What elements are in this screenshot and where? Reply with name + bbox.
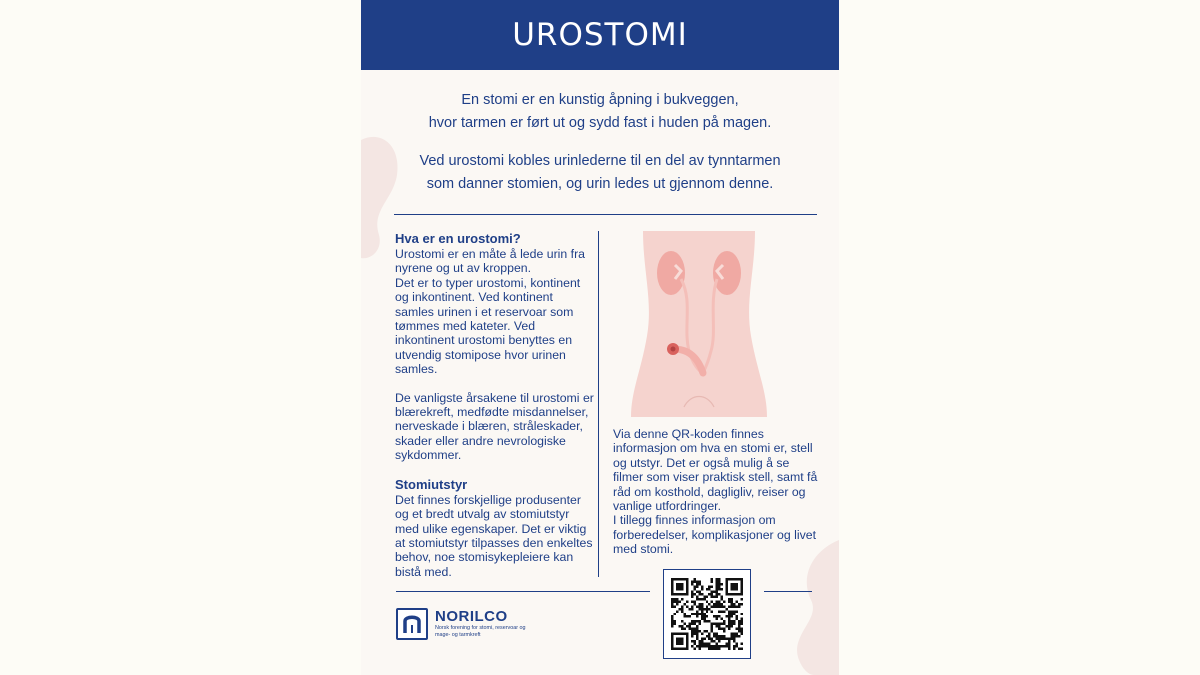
qr-code-icon[interactable] <box>663 569 751 659</box>
logo-name: NORILCO <box>435 608 508 625</box>
poster <box>361 0 839 675</box>
divider-column <box>598 231 599 577</box>
norilco-logo <box>396 608 535 640</box>
header-banner <box>361 0 839 70</box>
logo-tagline: Norsk forening for stomi, reservoar og mage- og tarmkreft <box>435 625 526 638</box>
divider-bottom-right <box>764 591 812 592</box>
intro-definition <box>381 89 819 135</box>
divider-bottom-left <box>396 591 650 592</box>
qr-text: I tillegg finnes informasjon om forberedelser, komplikasjoner og livet med stomi. <box>613 513 817 557</box>
decorative-blob-right <box>769 540 839 675</box>
section-text: Urostomi er en måte å lede urin fra nyrene og ut av kroppen. <box>395 247 586 276</box>
section-text: De vanligste årsakene til urostomi er blærekreft, medfødte misdannelser, nerveskade i blæren, stråleskader, skader eller andre nevrologiske sykdommer. <box>395 390 594 463</box>
divider-top <box>394 214 817 215</box>
intro-line: som danner stomien, og urin ledes ut gjennom denne. <box>426 176 774 192</box>
section-text: Det er to typer urostomi, kontinent og inkontinent. Ved kontinent samles urinen i et reservoar som tømmes med kateter. Ved inkontinent urostomi benyttes en utvendig stomipose hvor urinen samles. <box>395 275 581 377</box>
intro-line: Ved urostomi kobles urinlederne til en del av tynntarmen <box>419 153 781 169</box>
norilco-logo-icon <box>396 608 428 640</box>
intro-urostomy <box>381 150 819 196</box>
intro-line: En stomi er en kunstig åpning i bukveggen, <box>461 92 739 108</box>
urinary-system-illustration <box>629 231 769 417</box>
poster-title: UROSTOMI <box>512 17 688 53</box>
section-heading-equipment: Stomiutstyr <box>395 476 468 492</box>
left-column <box>395 231 595 579</box>
section-text: Det finnes forskjellige produsenter og et bredt utvalg av stomiutstyr med ulike egenskaper. Det er viktig at stomiutstyr tilpasses den enkeltes behov, noe stomisykepleiere kan bistå med. <box>395 492 593 579</box>
intro-line: hvor tarmen er ført ut og sydd fast i huden på magen. <box>428 115 772 131</box>
qr-description <box>613 427 818 557</box>
section-heading-what-is: Hva er en urostomi? <box>395 231 521 246</box>
qr-text: Via denne QR-koden finnes informasjon om hva en stomi er, stell og utstyr. Det er også mulig å se filmer som viser praktisk stell, samt få råd om kosthold, dagligliv, reiser og vanlige utfordringer. <box>613 427 818 514</box>
